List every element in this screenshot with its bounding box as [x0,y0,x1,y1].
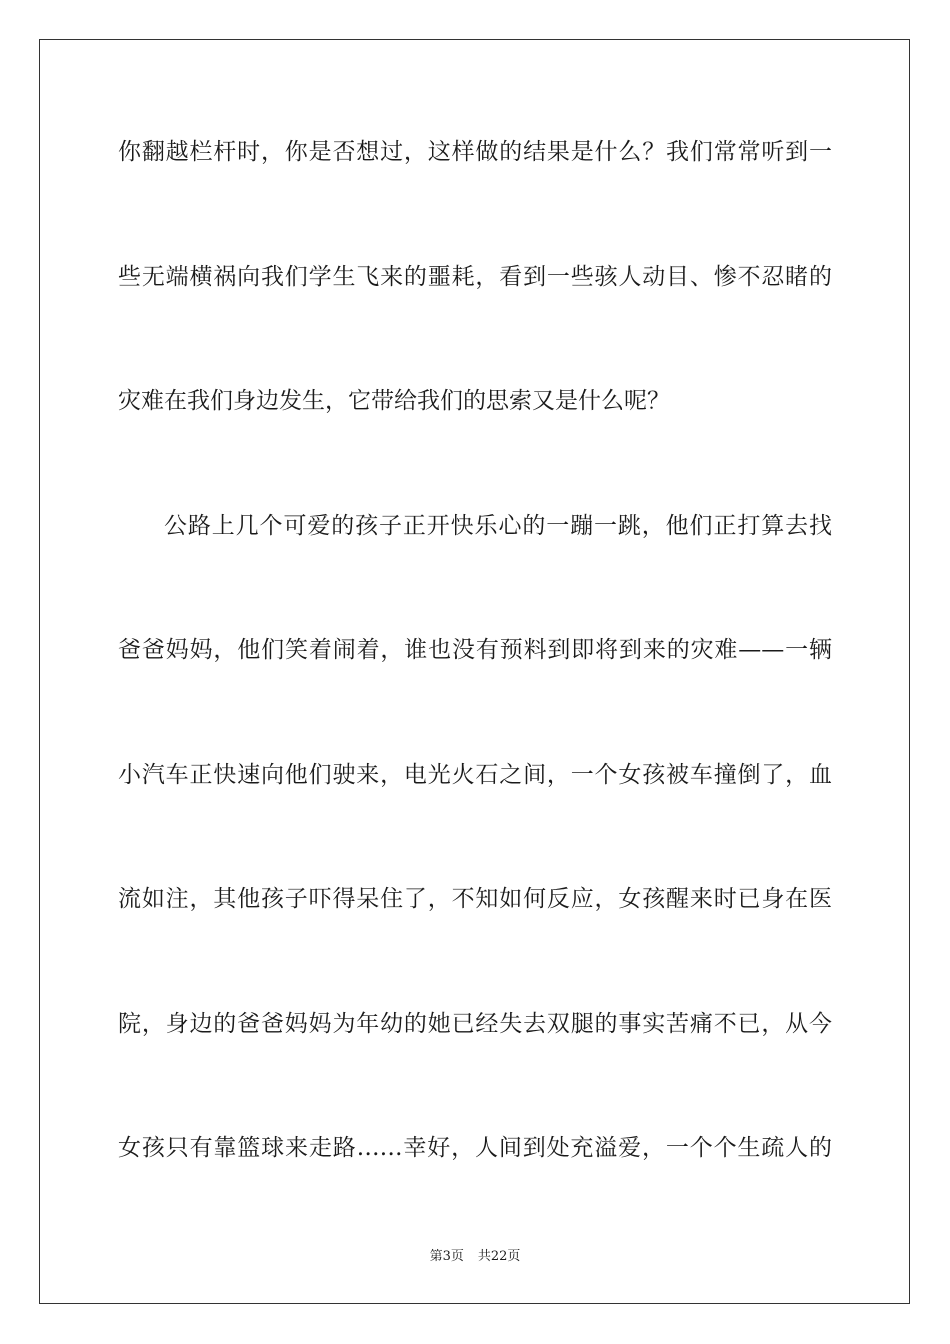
page-number: 第3页 [429,1249,464,1264]
page-footer [0,1249,950,1265]
paragraph-line-9: 女孩只有靠篮球来走路……幸好，人间到处充溢爱，一个个生疏人的 [118,1135,832,1161]
paragraph-line-6: 小汽车正快速向他们驶来，电光火石之间，一个女孩被车撞倒了，血 [118,762,832,788]
paragraph-line-4-text: 公路上几个可爱的孩子正开快乐心的一蹦一跳，他们正打算去找 [164,513,832,539]
paragraph-line-3: 灾难在我们身边发生，它带给我们的思索又是什么呢？ [118,388,670,414]
page-total: 共22页 [477,1249,521,1264]
paragraph-line-7: 流如注，其他孩子吓得呆住了，不知如何反应，女孩醒来时已身在医 [118,886,832,912]
paragraph-line-1: 你翻越栏杆时，你是否想过，这样做的结果是什么？我们常常听到一 [118,139,832,165]
page-border [39,39,910,1304]
paragraph-line-2: 些无端横祸向我们学生飞来的噩耗，看到一些骇人动目、惨不忍睹的 [118,264,832,290]
paragraph-line-4 [118,511,832,541]
paragraph-line-8: 院，身边的爸爸妈妈为年幼的她已经失去双腿的事实苦痛不已，从今 [118,1011,832,1037]
paragraph-line-5: 爸爸妈妈，他们笑着闹着，谁也没有预料到即将到来的灾难——一辆 [118,637,832,663]
